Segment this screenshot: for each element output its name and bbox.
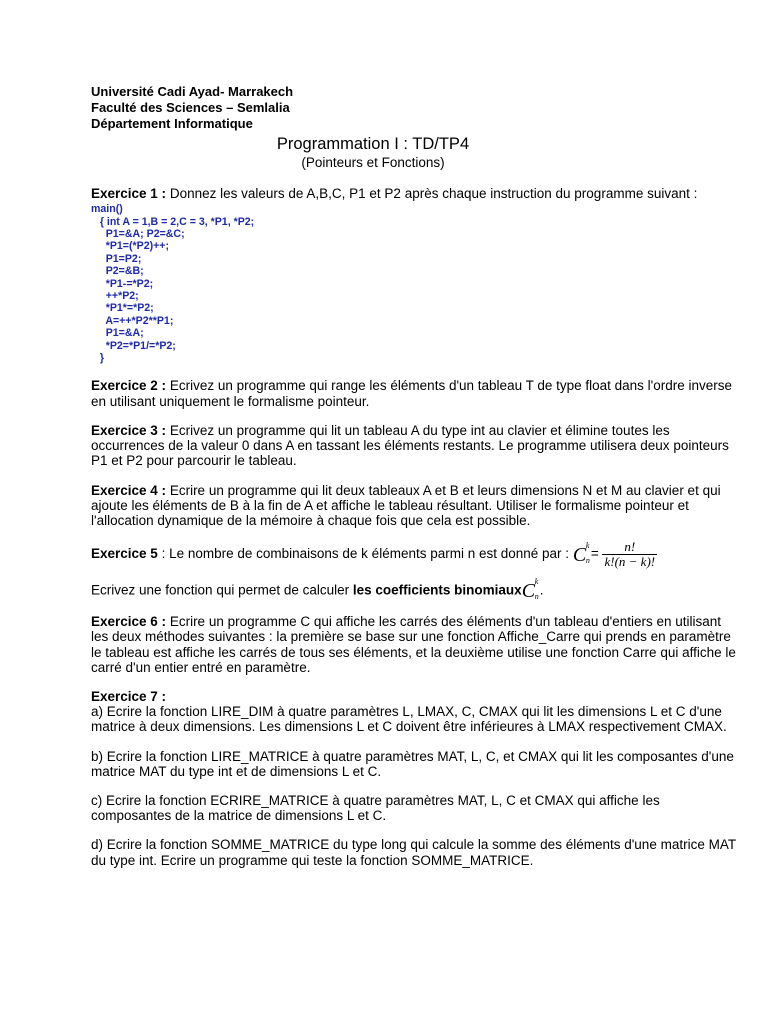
fraction-numerator: n! [602,540,657,555]
code-line: P1=&A; P2=&C; [91,228,185,241]
code-line: } [91,352,104,365]
exercise-3 [91,423,741,469]
combination-n: n [534,592,539,602]
exercise-7-part-c: c) Ecrire la fonction ECRIRE_MATRICE à quatre paramètres MAT, L, C et CMAX qui affiche les composantes de la matrice de dimensions L et C. [91,792,660,824]
exercise-7-part-d: d) Ecrire la fonction SOMME_MATRICE du type long qui calcule la somme des éléments d'une matrice MAT du type int. Ecrire un programme qui teste la fonction SOMME_MATRICE. [91,837,736,868]
exercise-6-text: Ecrire un programme C qui affiche les carrés des éléments d'un tableau d'entiers en utilisant les deux méthodes suivantes : la première se base sur une fonction Affiche_Carre qui prends en paramètre le tableau est affiche les carrés de tous ses éléments, et la deuxième utilise une fonction Carre qui affiche le carré d'un entier entré en paramètre. [91,614,736,675]
exercise-5-text: : Le nombre de combinaisons de k éléments parmi n est donné par : [157,546,570,562]
code-line: *P1=(*P2)++; [91,240,170,253]
exercise-4 [91,483,741,529]
code-line: P1=&A; [91,327,144,340]
code-line: *P1*=*P2; [91,302,154,315]
exercise-5-question [91,577,741,603]
exercise-5-label: Exercice 5 [91,546,158,562]
exercise-5-text2: Ecrivez une fonction qui permet de calculer [91,582,353,598]
exercise-2-text: Ecrivez un programme qui range les éléments d'un tableau T de type float dans l'ordre inverse en utilisant uniquement le formalisme pointeur. [91,378,733,409]
code-line: P1=P2; [91,252,142,265]
faculty-name: Faculté des Sciences – Semlalia [91,100,290,115]
code-line: { int A = 1,B = 2,C = 3, *P1, *P2; [91,215,255,228]
exercise-7-part-a: a) Ecrire la fonction LIRE_DIM à quatre paramètres L, LMAX, C, CMAX qui lit les dimensions L et C d'une matrice à deux dimensions. Les dimensions L et C doivent être inférieures à LMAX respectivement CMAX. [91,704,727,735]
exercise-2-label: Exercice 2 : [91,378,167,394]
exercise-3-text: Ecrivez un programme qui lit un tableau A du type int au clavier et élimine toutes les occurrences de la valeur 0 dans A en tassant les éléments restants. Le programme utilisera deux pointeurs P1 et P2 pour parcourir le tableau. [91,422,729,469]
combination-symbol [572,540,591,566]
code-line: ++*P2; [91,290,139,303]
department-name: Département Informatique [91,116,253,131]
exercise-6 [91,614,741,675]
exercise-2 [91,378,741,408]
exercise-1 [91,186,741,364]
exercise-7-label: Exercice 7 : [91,688,167,704]
exercise-5-bold-term: les coefficients binomiaux [352,582,522,598]
document-title: Programmation I : TD/TP4 [276,135,470,153]
formula-equals: = [590,546,599,562]
combination-k: k [534,577,539,587]
exercise-7-part-b: b) Ecrire la fonction LIRE_MATRICE à quatre paramètres MAT, L, C, et CMAX qui lit les composantes d'une matrice MAT du type int et de dimensions L et C. [91,748,734,779]
combination-fraction [602,540,657,569]
combination-k: k [585,540,590,550]
exercise-4-text: Ecrire un programme qui lit deux tableaux A et B et leurs dimensions N et M au clavier et qui ajoute les éléments de B à la fin de A et affiche le tableau résultant. Utiliser le formalisme pointeur et l'allocation dynamique de la mémoire à chaque fois que cela est possible. [91,482,721,528]
exercise-1-label: Exercice 1 : [91,186,167,201]
fraction-denominator: k!(n − k)! [604,554,656,570]
code-block [91,203,741,364]
exercise-4-label: Exercice 4 : [91,482,167,498]
exercise-3-label: Exercice 3 : [91,422,167,438]
code-line: P2=&B; [91,265,144,278]
code-line: A=++*P2**P1; [91,314,174,327]
university-name: Université Cadi Ayad- Marrakech [91,84,294,99]
exercise-6-label: Exercice 6 : [91,614,167,630]
exercise-1-statement [91,186,741,201]
combination-c: C [521,580,536,603]
code-line: main() [91,203,123,216]
combination-n: n [585,555,590,565]
code-line: *P1-=*P2; [91,277,154,290]
combination-symbol-2 [521,577,540,603]
combination-c: C [572,543,587,566]
exercise-5-period: . [539,582,544,598]
exercise-1-text: Donnez les valeurs de A,B,C, P1 et P2 après chaque instruction du programme suivant : [166,186,698,201]
exercise-7 [91,689,741,868]
exercise-5-statement [91,540,741,569]
exercise-5 [91,540,741,602]
code-line: *P2=*P1/=*P2; [91,339,176,352]
document-subtitle: (Pointeurs et Fonctions) [301,155,445,170]
document-page [91,84,741,868]
